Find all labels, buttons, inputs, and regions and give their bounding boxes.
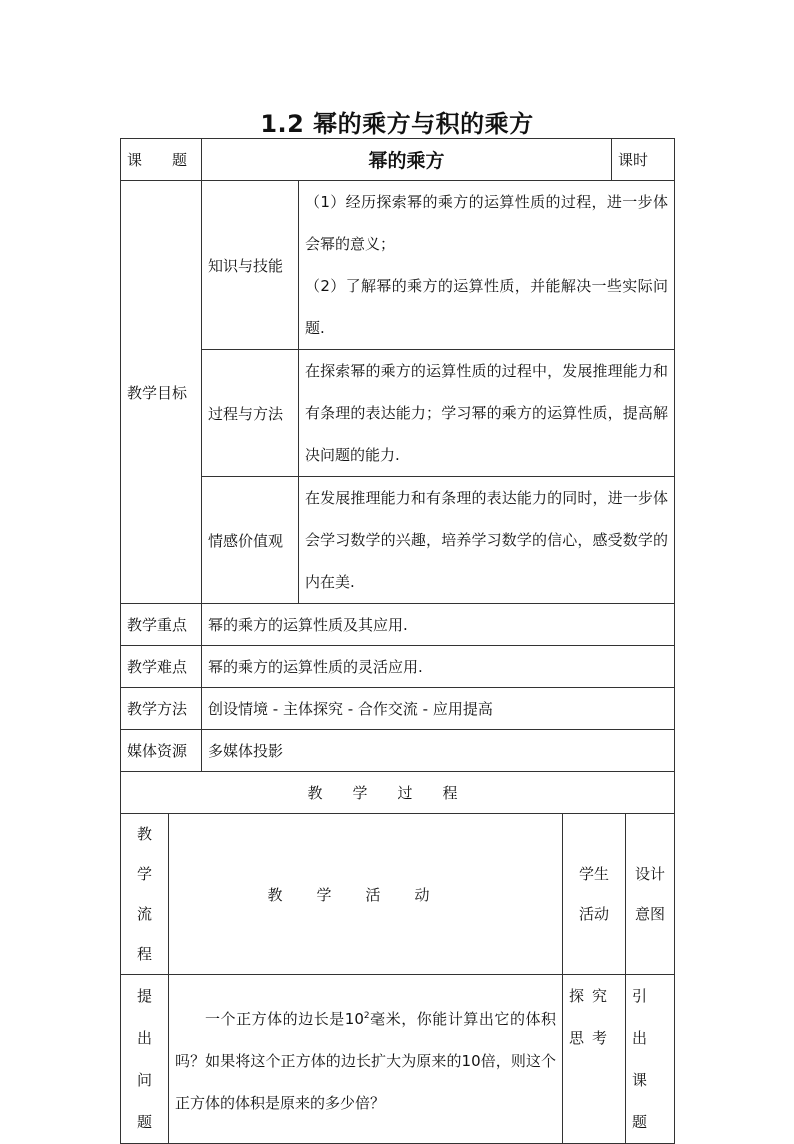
process-student: 探究思考: [563, 975, 626, 1144]
objective-text: 在探索幂的乘方的运算性质的过程中，发展推理能力和有条理的表达能力；学习幂的乘方的运算性质，提高解决问题的能力.: [299, 350, 675, 477]
info-value: 创设情境 - 主体探究 - 合作交流 - 应用提高: [202, 688, 675, 730]
header-row: [121, 139, 675, 181]
info-row: [121, 688, 675, 730]
objective-row: [121, 181, 675, 350]
process-columns-row: [121, 814, 675, 975]
process-design: 引出课题: [626, 975, 675, 1144]
process-flow: 提出问题: [121, 975, 169, 1144]
info-value: 幂的乘方的运算性质的灵活应用.: [202, 646, 675, 688]
process-activity: [169, 975, 563, 1144]
info-row: [121, 646, 675, 688]
process-header-row: [121, 772, 675, 814]
process-header: 教学过程: [121, 772, 675, 814]
exponent: 2: [363, 1010, 370, 1021]
flow-column-header: 教学流程: [121, 814, 169, 975]
process-row: [121, 975, 675, 1144]
info-label: 教学重点: [121, 604, 202, 646]
info-label: 教学方法: [121, 688, 202, 730]
objective-row: [121, 477, 675, 604]
info-value: 幂的乘方的运算性质及其应用.: [202, 604, 675, 646]
activity-column-header: 教学活动: [169, 814, 563, 975]
design-column-header: 设计意图: [626, 814, 675, 975]
objective-category: 情感价值观: [202, 477, 299, 604]
objectives-label: 教学目标: [121, 181, 202, 604]
info-label: 教学难点: [121, 646, 202, 688]
objective-text: [299, 181, 675, 350]
lesson-plan-table: [120, 138, 675, 1144]
student-column-header: 学生活动: [563, 814, 626, 975]
objective-category: 知识与技能: [202, 181, 299, 350]
info-row: [121, 604, 675, 646]
objective-row: [121, 350, 675, 477]
info-row: [121, 730, 675, 772]
objective-text: 在发展推理能力和有条理的表达能力的同时，进一步体会学习数学的兴趣，培养学习数学的信心，感受数学的内在美.: [299, 477, 675, 604]
info-value: 多媒体投影: [202, 730, 675, 772]
objective-category: 过程与方法: [202, 350, 299, 477]
activity-text: 一个正方体的边长是10: [205, 1009, 364, 1028]
objective-line: （2）了解幂的乘方的运算性质，并能解决一些实际问题.: [305, 277, 669, 337]
activity-text: 毫米，你能计算出它的体积吗？如果将这个正方体的边长扩大为原来的10倍，则这个正方体的体积是原来的多少倍？: [175, 1009, 557, 1112]
objective-line: （1）经历探索幂的乘方的运算性质的过程，进一步体会幂的意义；: [305, 193, 669, 253]
course-label: 课 题: [121, 139, 202, 181]
course-title: 幂的乘方: [202, 139, 612, 181]
hours-label: 课时: [612, 139, 675, 181]
info-label: 媒体资源: [121, 730, 202, 772]
document-title: 1.2 幂的乘方与积的乘方: [260, 110, 534, 138]
